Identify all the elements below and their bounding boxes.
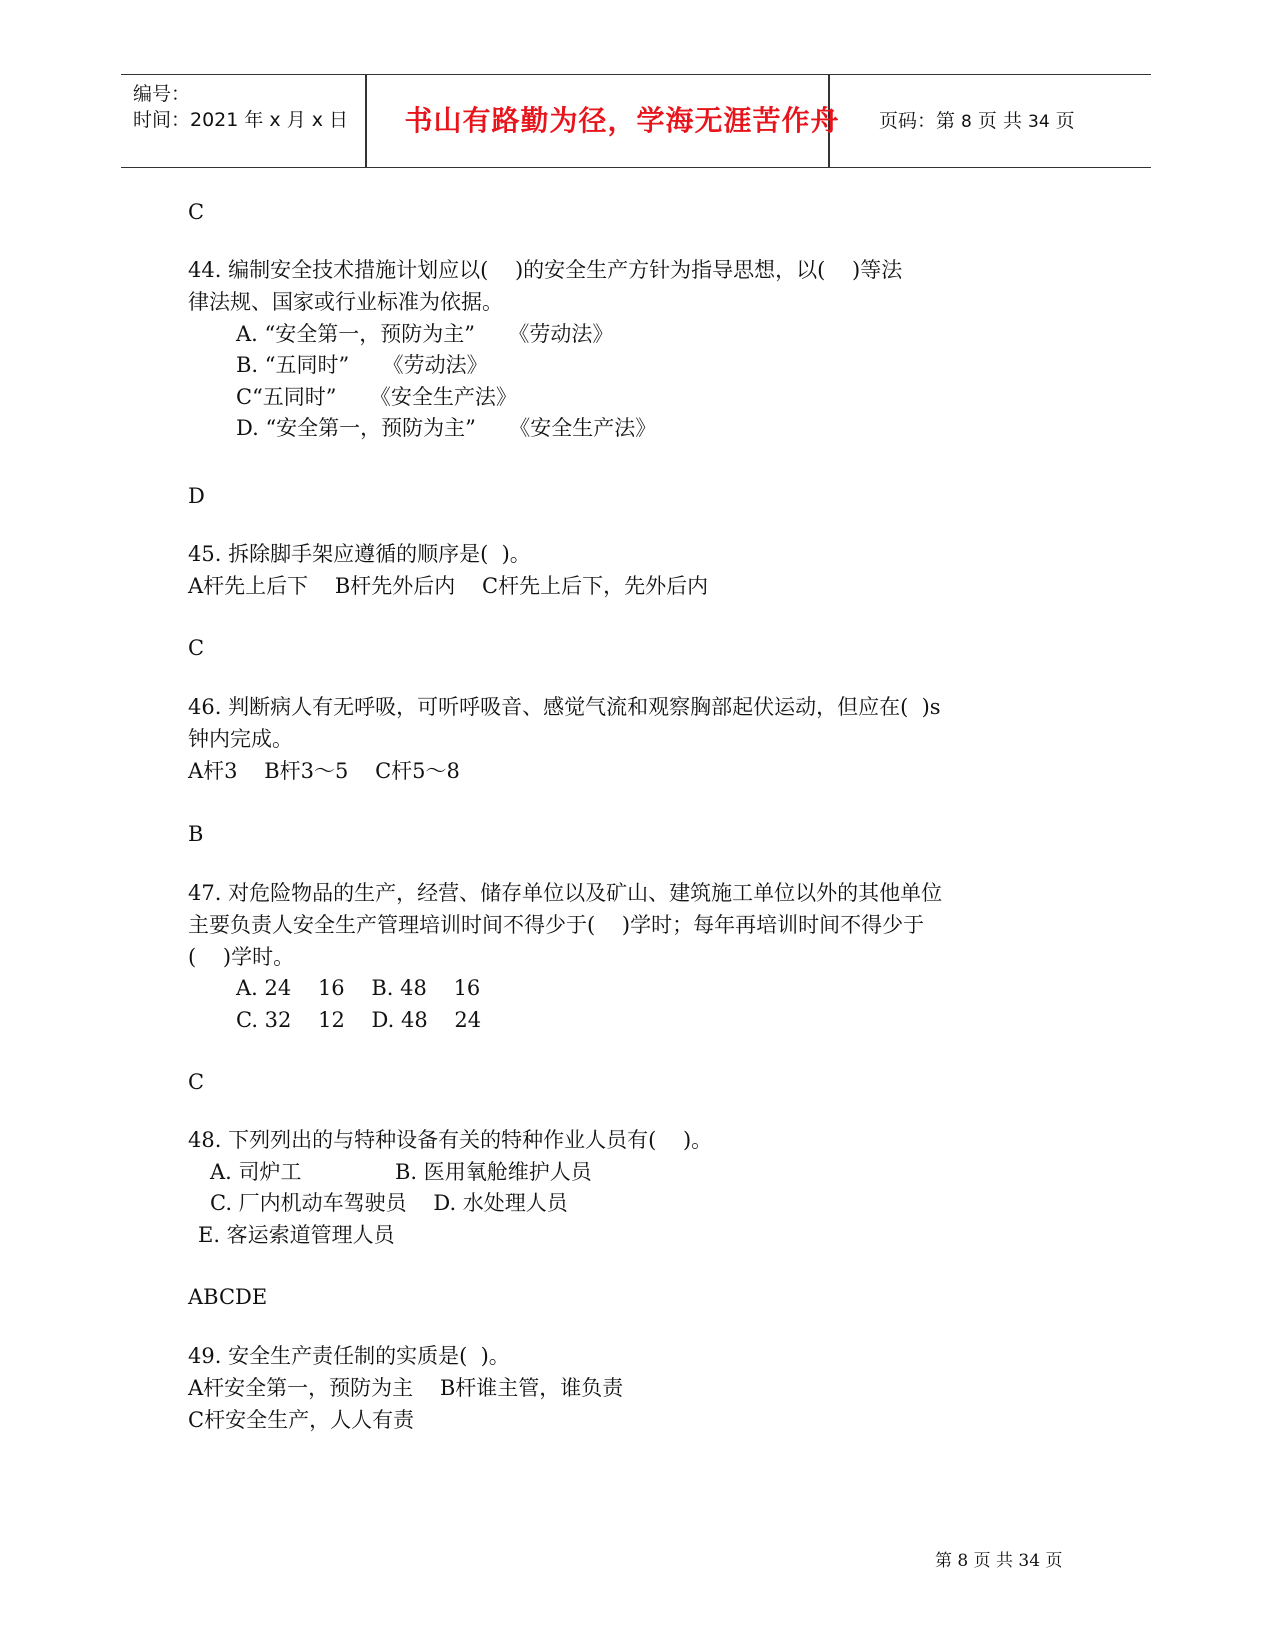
option: A. “安全第一，预防为主” 《劳动法》 xyxy=(236,322,614,346)
page-indicator xyxy=(879,75,1075,167)
options-47: C. 32 12 D. 48 24 xyxy=(236,1008,482,1032)
options-48: A. 司炉工 B. 医用氧舱维护人员 xyxy=(210,1160,592,1184)
options-49: C杆安全生产，人人有责 xyxy=(188,1408,415,1432)
option: C“五同时” 《安全生产法》 xyxy=(236,385,517,409)
serial-label: 编号： xyxy=(133,83,191,105)
answer: D xyxy=(188,484,205,508)
answer: C xyxy=(188,636,205,660)
options-45: A杆先上后下 B杆先外后内 C杆先上后下，先外后内 xyxy=(188,574,709,598)
answer: ABCDE xyxy=(188,1285,268,1309)
header-divider xyxy=(365,75,367,167)
question-46: 46. 判断病人有无呼吸，可听呼吸音、感觉气流和观察胸部起伏运动，但应在( )s xyxy=(188,695,941,719)
option: B. “五同时” 《劳动法》 xyxy=(236,353,488,377)
options-48: C. 厂内机动车驾驶员 D. 水处理人员 xyxy=(210,1191,568,1215)
options-46: A杆3 B杆3～5 C杆5～8 xyxy=(188,759,460,783)
question-46-cont: 钟内完成。 xyxy=(188,727,293,751)
page-mid: 页 共 xyxy=(971,110,1028,132)
answer: C xyxy=(188,1070,205,1094)
question-44: 44. 编制安全技术措施计划应以( )的安全生产方针为指导思想，以( )等法 xyxy=(188,258,903,282)
question-47-cont: 主要负责人安全生产管理培训时间不得少于( )学时；每年再培训时间不得少于 xyxy=(188,913,925,937)
question-47: 47. 对危险物品的生产，经营、储存单位以及矿山、建筑施工单位以外的其他单位 xyxy=(188,881,943,905)
options-47: A. 24 16 B. 48 16 xyxy=(236,976,481,1000)
page-suffix: 页 xyxy=(1049,110,1075,132)
question-48: 48. 下列列出的与特种设备有关的特种作业人员有( )。 xyxy=(188,1128,713,1152)
question-49: 49. 安全生产责任制的实质是( )。 xyxy=(188,1344,510,1368)
answer: B xyxy=(188,822,204,846)
option: D. “安全第一，预防为主” 《安全生产法》 xyxy=(236,416,657,440)
options-49: A杆安全第一，预防为主 B杆谁主管，谁负责 xyxy=(188,1376,624,1400)
question-44-cont: 律法规、国家或行业标准为依据。 xyxy=(188,290,503,314)
time-label: 时间：2021 年 x 月 x 日 xyxy=(133,109,349,131)
question-47-cont: ( )学时。 xyxy=(188,945,295,969)
motto: 书山有路勤为径，学海无涯苦作舟 xyxy=(404,104,840,137)
question-45: 45. 拆除脚手架应遵循的顺序是( )。 xyxy=(188,542,531,566)
options-48: E. 客运索道管理人员 xyxy=(198,1223,395,1247)
answer: C xyxy=(188,200,205,224)
page-number: 8 xyxy=(961,112,972,132)
page-header xyxy=(121,74,1151,168)
page-prefix: 页码：第 xyxy=(879,110,962,132)
page-footer: 第 8 页 共 34 页 xyxy=(935,1551,1063,1571)
page-total: 34 xyxy=(1028,112,1050,132)
header-info xyxy=(133,81,348,133)
